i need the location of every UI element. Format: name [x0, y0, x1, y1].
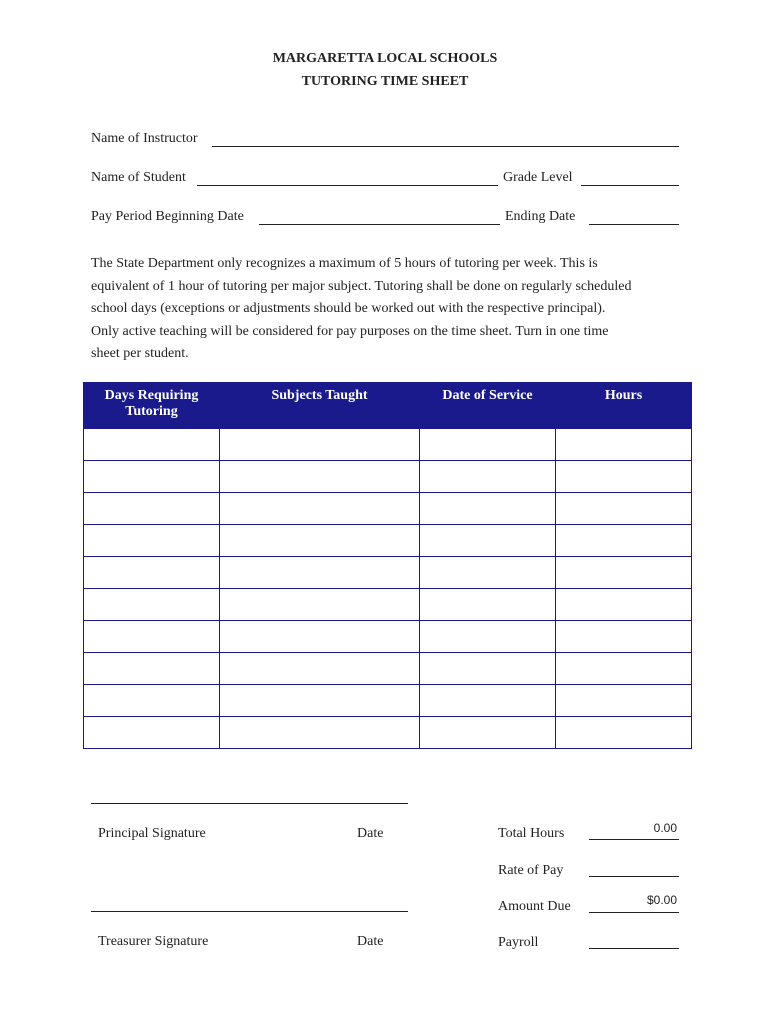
- table-row: [84, 653, 692, 685]
- table-cell[interactable]: [84, 525, 220, 557]
- sheet-title: TUTORING TIME SHEET: [301, 74, 469, 89]
- table-header-row: [84, 383, 692, 429]
- table-cell[interactable]: [556, 589, 692, 621]
- table-cell[interactable]: [84, 685, 220, 717]
- table-cell[interactable]: [420, 525, 556, 557]
- table-cell[interactable]: [556, 525, 692, 557]
- table-cell[interactable]: [220, 525, 420, 557]
- ending-date-field[interactable]: [589, 224, 679, 225]
- amount-due-label: Amount Due: [498, 899, 571, 914]
- grade-field[interactable]: [581, 185, 679, 186]
- table-row: [84, 685, 692, 717]
- table-cell[interactable]: [420, 717, 556, 749]
- table-cell[interactable]: [420, 621, 556, 653]
- payroll-label: Payroll: [498, 935, 539, 950]
- ending-date-label: Ending Date: [505, 209, 576, 224]
- table-cell[interactable]: [220, 493, 420, 525]
- pay-period-field[interactable]: [259, 224, 500, 225]
- table-cell[interactable]: [556, 685, 692, 717]
- table-cell[interactable]: [556, 717, 692, 749]
- table-cell[interactable]: [556, 493, 692, 525]
- table-cell[interactable]: [420, 493, 556, 525]
- table-cell[interactable]: [220, 461, 420, 493]
- tutoring-table: [83, 382, 692, 749]
- amount-due-field: [589, 912, 679, 913]
- instructions-line: sheet per student.: [91, 346, 189, 361]
- principal-signature-line[interactable]: [91, 803, 408, 804]
- table-cell[interactable]: [84, 493, 220, 525]
- table-row: [84, 717, 692, 749]
- instructor-field[interactable]: [212, 146, 679, 147]
- table-cell[interactable]: [220, 429, 420, 461]
- col-header-subjects: Subjects Taught: [220, 383, 420, 429]
- col-header-date: Date of Service: [420, 383, 556, 429]
- table-cell[interactable]: [84, 653, 220, 685]
- table-row: [84, 589, 692, 621]
- table-cell[interactable]: [84, 621, 220, 653]
- student-field[interactable]: [197, 185, 498, 186]
- rate-of-pay-field[interactable]: [589, 876, 679, 877]
- table-cell[interactable]: [556, 621, 692, 653]
- table-cell[interactable]: [84, 461, 220, 493]
- table-cell[interactable]: [420, 653, 556, 685]
- table-cell[interactable]: [220, 685, 420, 717]
- table-row: [84, 621, 692, 653]
- table-cell[interactable]: [84, 557, 220, 589]
- principal-date-label: Date: [357, 826, 384, 841]
- total-hours-value[interactable]: 0.00: [653, 821, 677, 835]
- table-row: [84, 429, 692, 461]
- instructor-label: Name of Instructor: [91, 131, 198, 146]
- col-header-hours: Hours: [556, 383, 692, 429]
- table-cell[interactable]: [420, 557, 556, 589]
- principal-signature-label: Principal Signature: [98, 826, 206, 841]
- table-row: [84, 493, 692, 525]
- table-cell[interactable]: [556, 429, 692, 461]
- table-row: [84, 525, 692, 557]
- student-label: Name of Student: [91, 170, 186, 185]
- school-name: MARGARETTA LOCAL SCHOOLS: [272, 51, 498, 66]
- table-cell[interactable]: [556, 653, 692, 685]
- rate-of-pay-label: Rate of Pay: [498, 863, 564, 878]
- grade-label: Grade Level: [503, 170, 573, 185]
- table-cell[interactable]: [84, 589, 220, 621]
- table-cell[interactable]: [84, 429, 220, 461]
- treasurer-signature-line[interactable]: [91, 911, 408, 912]
- instructions-line: The State Department only recognizes a maximum of 5 hours of tutoring per week. This is: [91, 256, 598, 271]
- treasurer-signature-label: Treasurer Signature: [98, 934, 209, 949]
- col-header-days: Days Requiring Tutoring: [84, 383, 220, 429]
- instructions-line: Only active teaching will be considered for pay purposes on the time sheet. Turn in one time: [91, 323, 609, 339]
- table-cell[interactable]: [420, 589, 556, 621]
- table-cell[interactable]: [220, 717, 420, 749]
- table-cell[interactable]: [556, 461, 692, 493]
- table-cell[interactable]: [220, 621, 420, 653]
- table-cell[interactable]: [420, 429, 556, 461]
- amount-due-value[interactable]: $0.00: [646, 893, 677, 907]
- instructions-line: school days (exceptions or adjustments should be worked out with the respective principal).: [91, 301, 606, 316]
- pay-period-label: Pay Period Beginning Date: [91, 209, 244, 224]
- instructions-paragraph: [91, 253, 691, 366]
- treasurer-date-label: Date: [357, 934, 384, 949]
- table-cell[interactable]: [420, 461, 556, 493]
- payroll-field[interactable]: [589, 948, 679, 949]
- instructions-line: equivalent of 1 hour of tutoring per major subject. Tutoring shall be done on regularly scheduled: [91, 278, 632, 294]
- table-cell[interactable]: [556, 557, 692, 589]
- table-body: [84, 429, 692, 749]
- table-row: [84, 461, 692, 493]
- table-row: [84, 557, 692, 589]
- table-cell[interactable]: [220, 589, 420, 621]
- table-cell[interactable]: [220, 557, 420, 589]
- total-hours-label: Total Hours: [498, 826, 565, 841]
- total-hours-field: [589, 839, 679, 840]
- table-cell[interactable]: [420, 685, 556, 717]
- table-cell[interactable]: [220, 653, 420, 685]
- table-cell[interactable]: [84, 717, 220, 749]
